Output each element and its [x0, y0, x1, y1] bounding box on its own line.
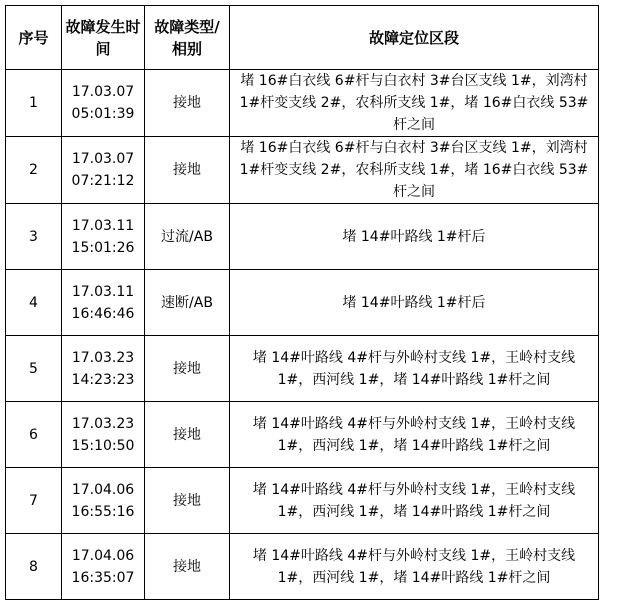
fault-date: 17.03.23	[71, 349, 135, 366]
cell-time	[62, 137, 145, 204]
cell-seq: 4	[6, 270, 62, 336]
fault-time: 16:35:07	[71, 569, 135, 586]
cell-location: 堵 14#叶路线 4#杆与外岭村支线 1#，王岭村支线 1#，西河线 1#，堵 14#叶路线 1#杆之间	[230, 402, 599, 468]
fault-time: 07:21:12	[71, 173, 135, 189]
fault-time: 15:10:50	[71, 437, 135, 454]
cell-time	[62, 402, 145, 468]
fault-time: 05:01:39	[71, 106, 135, 122]
table-row	[6, 204, 599, 270]
table-row	[6, 336, 599, 402]
table-body	[6, 70, 599, 600]
cell-seq: 8	[6, 534, 62, 600]
cell-time	[62, 70, 145, 137]
fault-date: 17.03.11	[71, 283, 135, 300]
header-seq: 序号	[6, 6, 62, 70]
cell-time	[62, 468, 145, 534]
cell-seq: 2	[6, 137, 62, 204]
cell-type: 速断/AB	[145, 270, 230, 336]
cell-type: 接地	[145, 468, 230, 534]
cell-type: 接地	[145, 336, 230, 402]
table-row	[6, 270, 599, 336]
table-row	[6, 534, 599, 600]
cell-type: 过流/AB	[145, 204, 230, 270]
fault-date: 17.04.06	[71, 481, 135, 498]
table-row	[6, 137, 599, 204]
cell-seq: 1	[6, 70, 62, 137]
cell-location: 堵 14#叶路线 1#杆后	[230, 270, 599, 336]
cell-location: 堵 16#白衣线 6#杆与白衣村 3#台区支线 1#，刘湾村 1#杆变支线 2#，农科所支线 1#，堵 16#白衣线 53#杆之间	[230, 137, 599, 204]
fault-date: 17.03.11	[71, 217, 135, 234]
cell-seq: 5	[6, 336, 62, 402]
fault-time: 16:46:46	[71, 305, 135, 322]
cell-location: 堵 14#叶路线 4#杆与外岭村支线 1#，王岭村支线 1#，西河线 1#，堵 14#叶路线 1#杆之间	[230, 336, 599, 402]
table-row	[6, 70, 599, 137]
cell-location: 堵 14#叶路线 4#杆与外岭村支线 1#，王岭村支线 1#，西河线 1#，堵 14#叶路线 1#杆之间	[230, 534, 599, 600]
fault-date: 17.03.23	[71, 415, 135, 432]
fault-time: 14:23:23	[71, 371, 135, 388]
cell-type: 接地	[145, 70, 230, 137]
cell-time	[62, 270, 145, 336]
fault-date: 17.03.07	[71, 151, 135, 167]
fault-time: 15:01:26	[71, 239, 135, 256]
header-location: 故障定位区段	[230, 6, 599, 70]
cell-type: 接地	[145, 137, 230, 204]
header-time: 故障发生时间	[62, 6, 145, 70]
fault-date: 17.04.06	[71, 547, 135, 564]
cell-time	[62, 534, 145, 600]
cell-seq: 6	[6, 402, 62, 468]
cell-seq: 3	[6, 204, 62, 270]
fault-date: 17.03.07	[71, 84, 135, 100]
cell-type: 接地	[145, 402, 230, 468]
cell-location: 堵 16#白衣线 6#杆与白衣村 3#台区支线 1#，刘湾村 1#杆变支线 2#，农科所支线 1#，堵 16#白衣线 53#杆之间	[230, 70, 599, 137]
cell-seq: 7	[6, 468, 62, 534]
header-row	[6, 6, 599, 70]
cell-time	[62, 336, 145, 402]
table-row	[6, 468, 599, 534]
fault-time: 16:55:16	[71, 503, 135, 520]
header-type: 故障类型/相别	[145, 6, 230, 70]
cell-location: 堵 14#叶路线 4#杆与外岭村支线 1#，王岭村支线 1#，西河线 1#，堵 14#叶路线 1#杆之间	[230, 468, 599, 534]
fault-table-container	[5, 5, 599, 600]
table-row	[6, 402, 599, 468]
cell-location: 堵 14#叶路线 1#杆后	[230, 204, 599, 270]
cell-type: 接地	[145, 534, 230, 600]
fault-table	[5, 5, 599, 600]
cell-time	[62, 204, 145, 270]
